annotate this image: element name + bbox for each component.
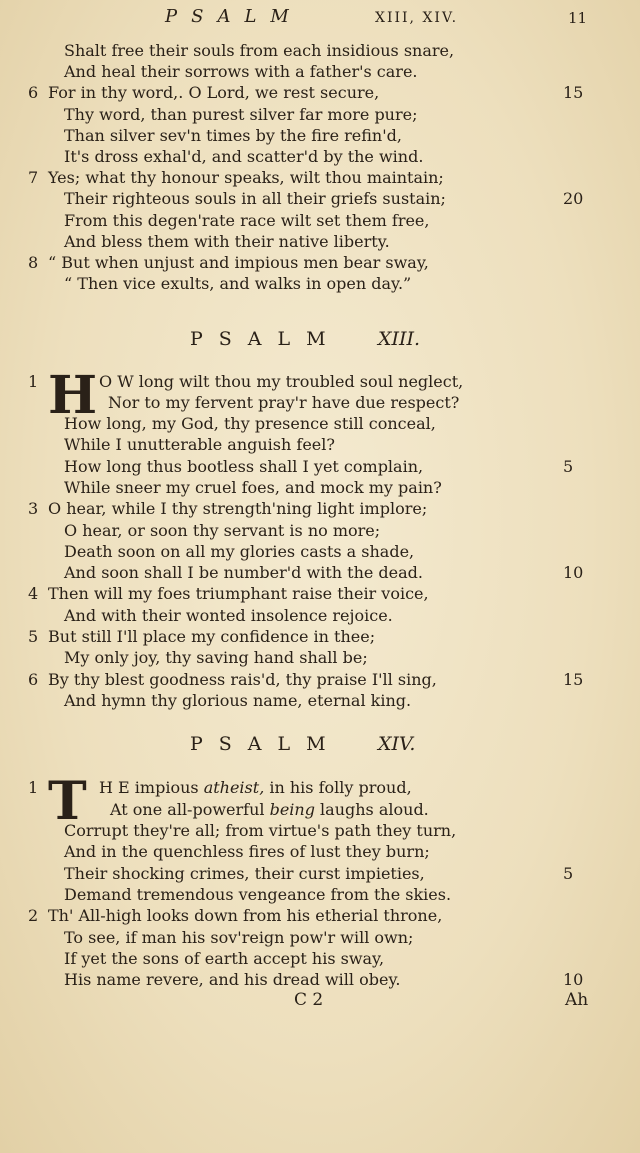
psalm13-heading-number: XIII. [378,328,421,350]
verse-line: How long, my God, thy presence still conceal, [64,414,436,433]
drop-cap: T [48,771,87,832]
verse-number: 4 [28,584,39,604]
verse-row [0,948,640,969]
verse-row [0,690,640,711]
psalm13-heading-word: PSALM [190,328,342,350]
verse-line: “ But when unjust and impious men bear sway, [48,253,429,272]
verse-row [0,669,640,690]
verse-line: O hear, or soon thy servant is no more; [64,520,381,540]
verse-row [0,125,640,146]
verse-row [0,104,640,125]
verse-line: Demand tremendous vengeance from the skies. [64,884,452,904]
verse-line: And with their wonted insolence rejoice. [64,605,393,625]
verse-row [0,969,640,990]
verse-row [0,434,640,455]
verse-row [0,820,640,841]
verse-line: Nor to my fervent pray'r have due respect? [108,393,460,412]
verse-line-part: H E impious [99,778,204,797]
verse-line: Than silver sev'n times by the fire refin'd, [64,125,402,145]
verse-line: If yet the sons of earth accept his sway, [64,948,385,968]
verse-line: And hymn thy glorious name, eternal king. [64,690,412,710]
psalm14-heading-number: XIV. [378,733,416,755]
verse-line: While sneer my cruel foes, and mock my pain? [64,477,442,497]
verse-row [0,498,640,519]
verse-row [0,626,640,647]
page-number: 11 [568,9,588,27]
verse-line: My only joy, thy saving hand shall be; [64,648,368,668]
verse-row [0,167,640,188]
verse-line: Yes; what thy honour speaks, wilt thou maintain; [48,168,444,188]
verse-row [0,905,640,926]
line-number: 5 [563,863,574,883]
header-title: PSALM [165,6,303,27]
verse-row [0,210,640,231]
verse-line: While I unutterable anguish feel? [64,435,335,455]
verse-number: 6 [28,83,39,103]
verse-line: How long thus bootless shall I yet complain, [64,456,424,476]
verse-line: His name revere, and his dread will obey. [64,970,401,990]
header-psalm-numbers: XIII, XIV. [375,10,459,26]
verse-number: 2 [28,906,39,926]
verse-line: Their shocking crimes, their curst impieties, [64,863,425,883]
verse-row [0,647,640,668]
verse-line: To see, if man his sov'reign pow'r will own; [64,927,414,947]
verse-line-italic: being [269,800,315,819]
verse-row [0,231,640,252]
verse-line: “ Then vice exults, and walks in open day.” [64,274,412,294]
psalm13-heading [0,326,640,352]
verse-line: Thy word, than purest silver far more pure; [64,104,418,124]
psalm14-heading [0,731,640,757]
line-number: 15 [563,83,584,103]
verse-line: It's dross exhal'd, and scatter'd by the wind. [64,147,424,166]
verse-row [0,477,640,498]
verse-line: And soon shall I be number'd with the dead. [64,563,423,583]
verse-row [0,413,640,434]
running-header [0,6,640,30]
verse-line: O hear, while I thy strength'ning light implore; [48,499,428,519]
verse-row [0,884,640,905]
verse-row [0,541,640,562]
psalm14-heading-word: PSALM [190,733,342,755]
verse-row [0,927,640,948]
drop-cap: H [48,365,98,426]
signature-mark: C 2 [294,990,324,1010]
line-number: 10 [563,970,584,990]
verse-line: By thy blest goodness rais'd, thy praise I'll sing, [48,669,437,689]
verse-row [0,252,640,273]
verse-row [0,273,640,294]
verse-line: O W long wilt thou my troubled soul neglect, [99,372,464,391]
verse-row [0,456,640,477]
verse-number: 1 [28,372,39,391]
verse-number: 5 [28,627,39,646]
line-number: 5 [563,456,574,476]
verse-row [0,188,640,209]
line-number: 10 [563,563,584,583]
verse-row [0,863,640,884]
verse-line: For in thy word,. O Lord, we rest secure, [48,83,380,103]
verse-row [0,562,640,583]
verse-row [0,82,640,103]
verse-row [0,841,640,862]
verse-row [0,605,640,626]
verse-number: 3 [28,499,39,519]
verse-line: And in the quenchless fires of lust they burn; [64,842,430,862]
verse-row [0,520,640,541]
verse-line-part: At one all-powerful [110,800,270,819]
catchword: Ah [565,990,589,1010]
verse-number: 6 [28,669,39,689]
verse-number: 1 [28,778,39,797]
verse-line: Then will my foes triumphant raise their voice, [48,584,429,604]
verse-line-italic: atheist, [203,778,265,797]
verse-number: 8 [28,253,39,272]
verse-number: 7 [28,168,39,188]
verse-line: And bless them with their native liberty. [64,231,390,251]
verse-row [0,61,640,82]
verse-line: Corrupt they're all; from virtue's path they turn, [64,821,457,840]
verse-line: Death soon on all my glories casts a shade, [64,541,415,561]
line-number: 15 [563,669,584,689]
verse-line: And heal their sorrows with a father's care. [64,62,418,82]
verse-line: But still I'll place my confidence in thee; [48,627,376,646]
verse-line: Shalt free their souls from each insidious snare, [64,41,455,60]
verse-line-part: in his folly proud, [264,778,412,797]
verse-line: Th' All-high looks down from his etherial throne, [48,906,443,926]
verse-row [0,146,640,167]
verse-line: Their righteous souls in all their griefs sustain; [64,189,446,209]
verse-line: From this degen'rate race wilt set them free, [64,210,430,230]
line-number: 20 [563,189,584,209]
verse-row [0,40,640,61]
verse-row [0,583,640,604]
verse-line-part: laughs aloud. [314,800,429,819]
